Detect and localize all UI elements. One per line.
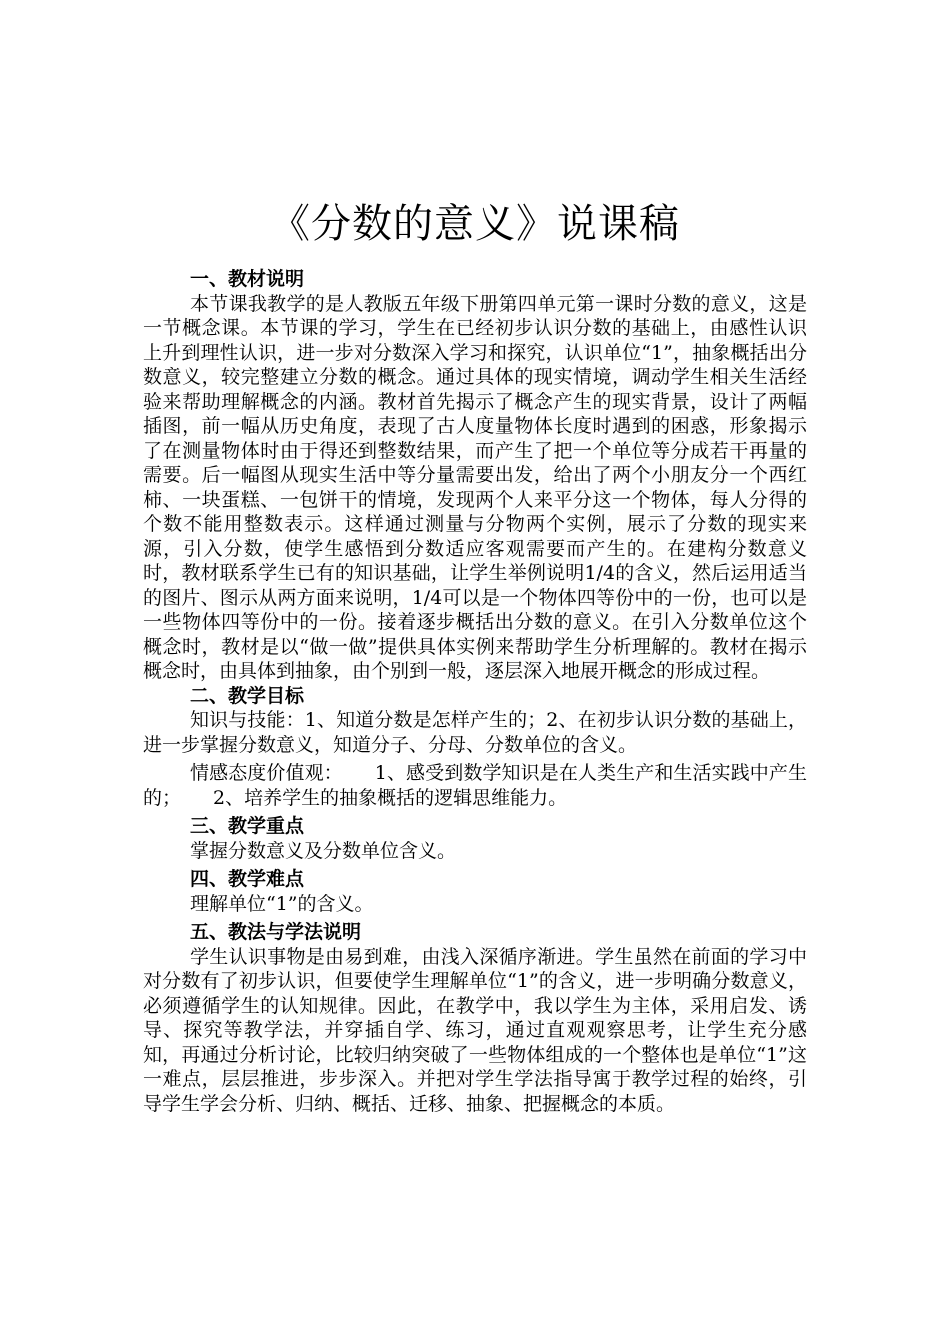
section-heading: 三、教学重点 [190, 815, 305, 837]
section-paragraph: 理解单位“1”的含义。 [190, 892, 374, 915]
section-paragraph: 学生认识事物是由易到难，由浅入深循序渐进。学生虽然在前面的学习中对分数有了初步认识，但要使学生理解单位“1”的含义，进一步明确分数意义，必须遵循学生的认知规律。因此，在教学中，我以学生为主体，采用启发、诱导、探究等教学法，并穿插自学、练习，通过直观观察思考，让学生充分感知，再通过分析讨论，比较归纳突破了一些物体组成的一个整体也是单位“1”这一难点，层层推进，步步深入。并把对学生学法指导寓于教学过程的始终，引导学生学会分析、归纳、概括、迁移、抽象、把握概念的本质。 [143, 945, 807, 1115]
section-key-points [143, 814, 807, 863]
section-difficulties [143, 867, 807, 916]
document-page [143, 195, 807, 1116]
section-heading: 五、教法与学法说明 [190, 921, 362, 943]
section-methods [143, 920, 807, 1116]
section-heading: 二、教学目标 [190, 684, 305, 707]
objective-attitude-label: 情感态度价值观： [190, 762, 343, 784]
document-title: 《分数的意义》说课稿 [270, 201, 680, 247]
objective-knowledge: 知识与技能：1、知道分数是怎样产生的；2、在初步认识分数的基础上，进一步掌握分数意义，知道分子、分母、分数单位的含义。 [143, 709, 807, 756]
section-heading: 一、教材说明 [190, 268, 305, 290]
section-heading: 四、教学难点 [190, 868, 305, 890]
section-textbook [143, 267, 807, 684]
objective-attitude-item: 2、培养学生的抽象概括的逻辑思维能力。 [213, 786, 568, 809]
section-paragraph: 本节课我教学的是人教版五年级下册第四单元第一课时分数的意义，这是一节概念课。本节课的学习，学生在已经初步认识分数的基础上，由感性认识上升到理性认识，进一步对分数深入学习和探究，认识单位“1”，抽象概括出分数意义，较完整建立分数的概念。通过具体的现实情境，调动学生相关生活经验来帮助理解概念的内涵。教材首先揭示了概念产生的现实背景，设计了两幅插图，前一幅从历史角度，表现了古人度量物体长度时遇到的困惑，形象揭示了在测量物体时由于得还到整数结果，而产生了把一个单位等分成若干再量的需要。后一幅图从现实生活中等分量需要出发，给出了两个小朋友分一个西红柿、一块蛋糕、一包饼干的情境，发现两个人来平分这一个物体，每人分得的个数不能用整数表示。这样通过测量与分物两个实例，展示了分数的现实来源，引入分数，使学生感悟到分数适应客观需要而产生的。在建构分数意义时，教材联系学生已有的知识基础，让学生举例说明1/4的含义，然后运用适当的图片、图示从两方面来说明，1/4可以是一个物体四等份中的一份，也可以是一些物体四等份中的一份。接着逐步概括出分数的意义。在引入分数单位这个概念时，教材是以“做一做”提供具体实例来帮助学生分析理解的。教材在揭示概念时，由具体到抽象，由个别到一般，逐层深入地展开概念的形成过程。 [143, 292, 807, 682]
section-paragraph: 掌握分数意义及分数单位含义。 [190, 839, 457, 862]
section-objectives [143, 684, 807, 811]
objective-attitude-item: 1、感受到数学知识是在人类生产和生活实践中产生的； [143, 762, 807, 809]
objective-attitude [143, 761, 807, 810]
